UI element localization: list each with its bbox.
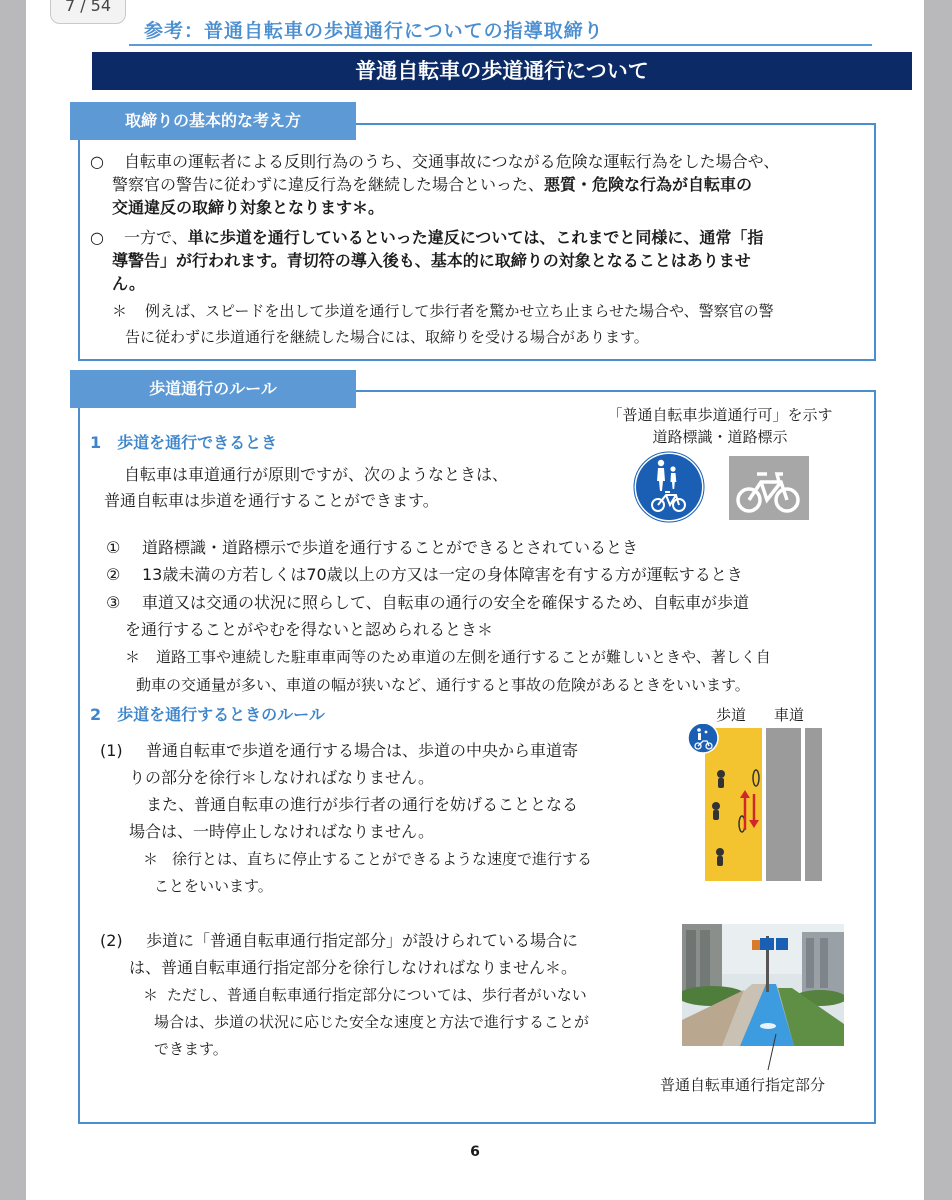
- rule1-note-line2: ことをいいます。: [154, 877, 273, 895]
- basic-p1-line1: 自転車の運転者による反則行為のうち、交通事故につながる危険な運転行為をした場合や、: [124, 152, 780, 171]
- condition-2-text: 13歳未満の方若しくは70歳以上の方又は一定の身体障害を有する方が運転するとき: [142, 565, 743, 584]
- sign-caption: [590, 404, 850, 448]
- section1-note-mark: ＊: [125, 648, 141, 666]
- page-number: 6: [470, 1144, 480, 1160]
- rule2-line1: 歩道に「普通自転車通行指定部分」が設けられている場合に: [146, 931, 579, 950]
- rule1-line2: りの部分を徐行＊しなければなりません。: [129, 768, 434, 787]
- rule2-note-line3: できます。: [154, 1040, 228, 1058]
- reference-title: 参考：普通自転車の歩道通行についての指導取締り: [144, 20, 604, 42]
- basic-note-mark: ＊: [112, 302, 128, 320]
- page-counter: 7 / 54: [50, 0, 126, 24]
- rule1-note-mark: ＊: [143, 850, 159, 868]
- condition-2-number: ②: [106, 565, 121, 584]
- basic-bullet-2: ○: [90, 228, 104, 247]
- section1-note-line1: 道路工事や連続した駐車車両等のため車道の左側を通行することが難しいときや、著しく自: [156, 648, 771, 666]
- document-page: [26, 0, 924, 1200]
- basic-bullet-1: ○: [90, 152, 104, 171]
- rule1-note-line1: 徐行とは、直ちに停止することができるような速度で進行する: [172, 850, 593, 868]
- rule2-number: (2): [100, 931, 123, 950]
- basic-p2-line3: ん。: [112, 274, 145, 293]
- section1-intro-line2: 普通自転車は歩道を通行することができます。: [104, 491, 439, 510]
- rule2-note-mark: ＊: [143, 986, 159, 1004]
- condition-3-text: 車道又は交通の状況に照らして、自転車の通行の安全を確保するため、自転車が歩道: [142, 593, 750, 612]
- section1-note-line2: 動車の交通量が多い、車道の幅が狭いなど、通行すると事故の危険があるときをいいます。: [136, 676, 750, 694]
- blue-round-pedestrian-bicycle-sign: [632, 450, 706, 528]
- street-photo: [682, 924, 844, 1050]
- basic-p2-line2: 導警告」が行われます。青切符の導入後も、基本的に取締りの対象となることはありませ: [112, 251, 751, 270]
- basic-note-line2: 告に従わずに歩道通行を継続した場合には、取締りを受ける場合があります。: [125, 328, 649, 346]
- diagram-label-sidewalk: 歩道: [716, 706, 747, 724]
- main-title: 普通自転車の歩道通行について: [92, 52, 912, 90]
- basic-p2-line1-bold: 単に歩道を通行しているといった違反については、これまでと同様に、通常「指: [187, 228, 764, 247]
- bicycle-road-marking: [729, 456, 809, 524]
- section1-heading: 1 歩道を通行できるとき: [90, 433, 278, 452]
- condition-3-continuation: を通行することがやむを得ないと認められるとき＊: [125, 620, 494, 639]
- rule1-number: (1): [100, 741, 123, 760]
- photo-caption: 普通自転車通行指定部分: [660, 1076, 826, 1094]
- rule1-line3: また、普通自転車の進行が歩行者の通行を妨げることとなる: [146, 795, 579, 814]
- basic-note-line1: 例えば、スピードを出して歩道を通行して歩行者を驚かせ立ち止まらせた場合や、警察官の警: [145, 302, 774, 320]
- basic-p2-line1-normal: 一方で、: [124, 228, 188, 247]
- photo-caption-leader: [766, 1034, 778, 1076]
- rule2-note-line2: 場合は、歩道の状況に応じた安全な速度と方法で進行することが: [154, 1013, 590, 1031]
- sign-caption-line1: 「普通自転車歩道通行可」を示す: [607, 406, 833, 424]
- sidewalk-diagram: [686, 724, 826, 888]
- condition-3-number: ③: [106, 593, 121, 612]
- sign-caption-line2: 道路標識・道路標示: [652, 428, 788, 446]
- condition-1-text: 道路標識・道路標示で歩道を通行することができるとされているとき: [142, 538, 639, 557]
- sidewalk-rules-tab: 歩道通行のルール: [70, 370, 356, 408]
- diagram-label-road: 車道: [774, 706, 805, 724]
- basic-p1-line3: 交通違反の取締り対象となります＊。: [112, 198, 385, 217]
- rule1-line4: 場合は、一時停止しなければなりません。: [129, 822, 434, 841]
- rule2-note-line1: ただし、普通自転車通行指定部分については、歩行者がいない: [167, 986, 587, 1004]
- rule1-line1: 普通自転車で歩道を通行する場合は、歩道の中央から車道寄: [146, 741, 579, 760]
- basic-p1-line2-normal: 警察官の警告に従わずに違反行為を継続した場合といった、: [112, 175, 545, 194]
- condition-1-number: ①: [106, 538, 121, 557]
- basic-p1-line2-bold: 悪質・危険な行為が自転車の: [544, 175, 753, 194]
- basic-policy-tab: 取締りの基本的な考え方: [70, 102, 356, 140]
- rule2-line2: は、普通自転車通行指定部分を徐行しなければなりません＊。: [129, 958, 578, 977]
- reference-title-underline: [129, 44, 872, 46]
- section1-intro-line1: 自転車は車道通行が原則ですが、次のようなときは、: [124, 465, 509, 484]
- section2-heading: 2 歩道を通行するときのルール: [90, 705, 325, 724]
